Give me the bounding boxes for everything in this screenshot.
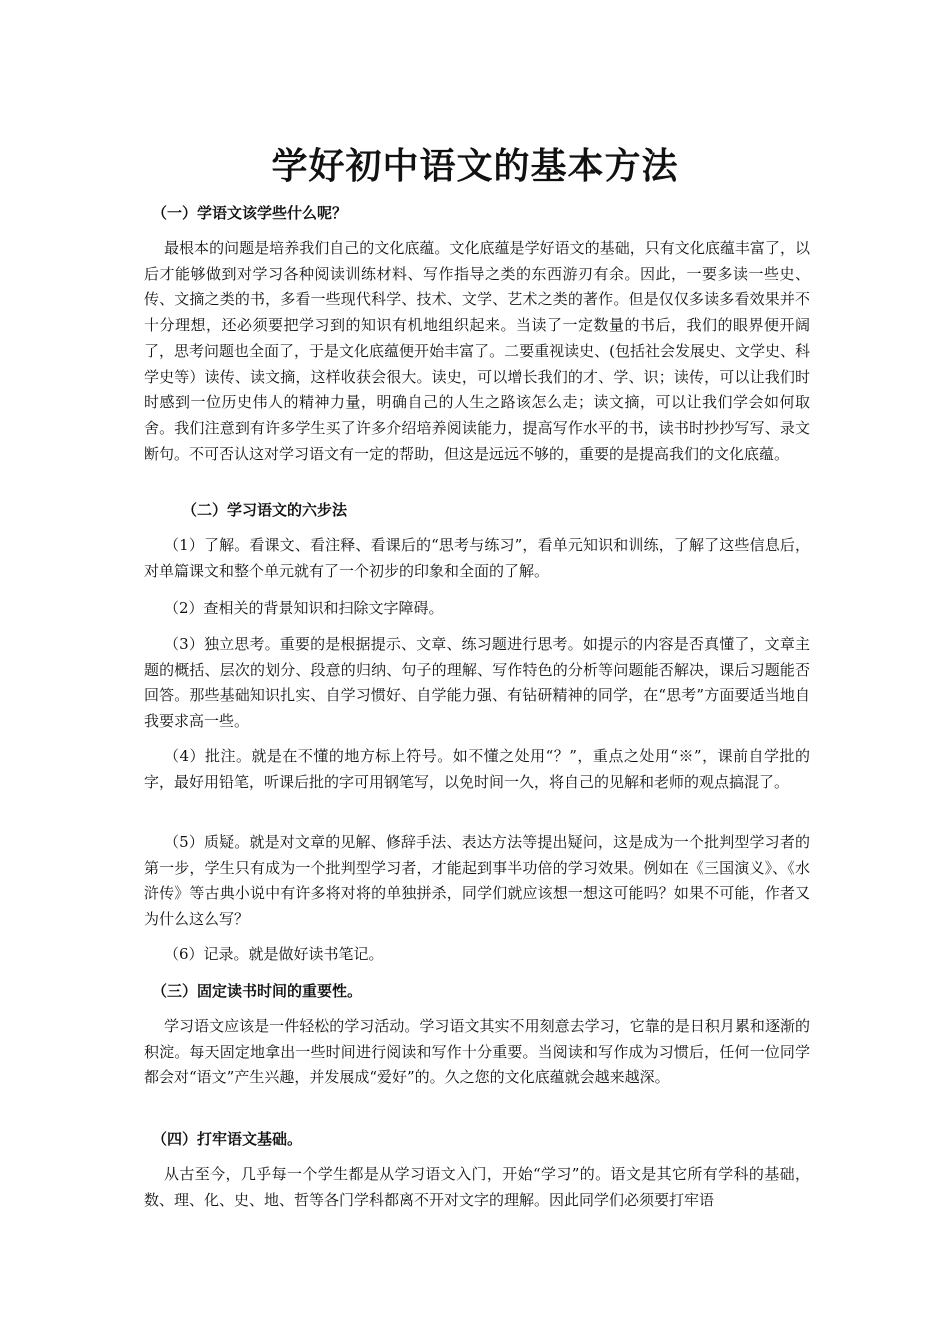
section-heading-2: （二）学习语文的六步法 [182,501,348,519]
section-heading-1: （一）学语文该学些什么呢？ [152,204,348,222]
section-4-paragraph-1: 从古至今，几乎每一个学生都是从学习语文入门，开始“学习”的。语文是其它所有学科的基础，数、理、化、史、地、哲等各门学科都离不开对文字的理解。因此同学们必须要打牢语 [144,1165,810,1209]
section-heading-4: （四）打牢语文基础。 [152,1130,303,1148]
section-3-paragraph-1: 学习语文应该是一件轻松的学习活动。学习语文其实不用刻意去学习，它靠的是日积月累和逐渐的积淀。每天固定地拿出一些时间进行阅读和写作十分重要。当阅读和写作成为习惯后，任何一位同学都会对“语文”产生兴趣，并发展成“爱好”的。久之您的文化底蕴就会越来越深。 [144,1017,810,1087]
section-2-paragraph-4: （4）批注。就是在不懂的地方标上符号。如不懂之处用“？”，重点之处用“※”，课前自学批的字，最好用铅笔，听课后批的字可用钢笔写，以免时间一久，将自己的见解和老师的观点搞混了。 [144,747,810,791]
section-heading-3: （三）固定读书时间的重要性。 [152,982,363,1000]
section-2-paragraph-1: （1）了解。看课文、看注释、看课后的“思考与练习”，看单元知识和训练，了解了这些信息后，对单篇课文和整个单元就有了一个初步的印象和全面的了解。 [144,536,810,580]
section-2-paragraph-3: （3）独立思考。重要的是根据提示、文章、练习题进行思考。如提示的内容是否真懂了，文章主题的概括、层次的划分、段意的归纳、句子的理解、写作特色的分析等问题能否解决，课后习题能否回答。那些基础知识扎实、自学习惯好、自学能力强、有钻研精神的同学，在“思考”方面要适当地自我要求高一些。 [144,635,810,731]
section-1-paragraph-1: 最根本的问题是培养我们自己的文化底蕴。文化底蕴是学好语文的基础，只有文化底蕴丰富了，以后才能够做到对学习各种阅读训练材料、写作指导之类的东西游刃有余。因此，一要多读一些史、传、文摘之类的书，多看一些现代科学、技术、文学、艺术之类的著作。但是仅仅多读多看效果并不十分理想，还必须要把学习到的知识有机地组织起来。当读了一定数量的书后，我们的眼界便开阔了，思考问题也全面了，于是文化底蕴便开始丰富了。二要重视读史、(包括社会发展史、文学史、科学史等）读传、读文摘，这样收获会很大。读史，可以增长我们的才、学、识；读传，可以让我们时时感到一位历史伟人的精神力量，明确自己的人生之路该怎么走；读文摘，可以让我们学会如何取舍。我们注意到有许多学生买了许多介绍培养阅读能力，提高写作水平的书，读书时抄抄写写、录文断句。不可否认这对学习语文有一定的帮助，但这是远远不够的，重要的是提高我们的文化底蕴。 [144,239,810,463]
section-2-paragraph-6: （6）记录。就是做好读书笔记。 [164,945,384,963]
section-2-paragraph-2: （2）查相关的背景知识和扫除文字障碍。 [164,599,444,617]
document-title: 学好初中语文的基本方法 [271,146,679,187]
section-2-paragraph-5: （5）质疑。就是对文章的见解、修辞手法、表达方法等提出疑问，这是成为一个批判型学习者的第一步，学生只有成为一个批判型学习者，才能起到事半功倍的学习效果。例如在《三国演义》、《水浒传》等古典小说中有许多将对将的单独拼杀，同学们就应该想一想这可能吗？如果不可能，作者又为什么这么写？ [144,833,810,929]
